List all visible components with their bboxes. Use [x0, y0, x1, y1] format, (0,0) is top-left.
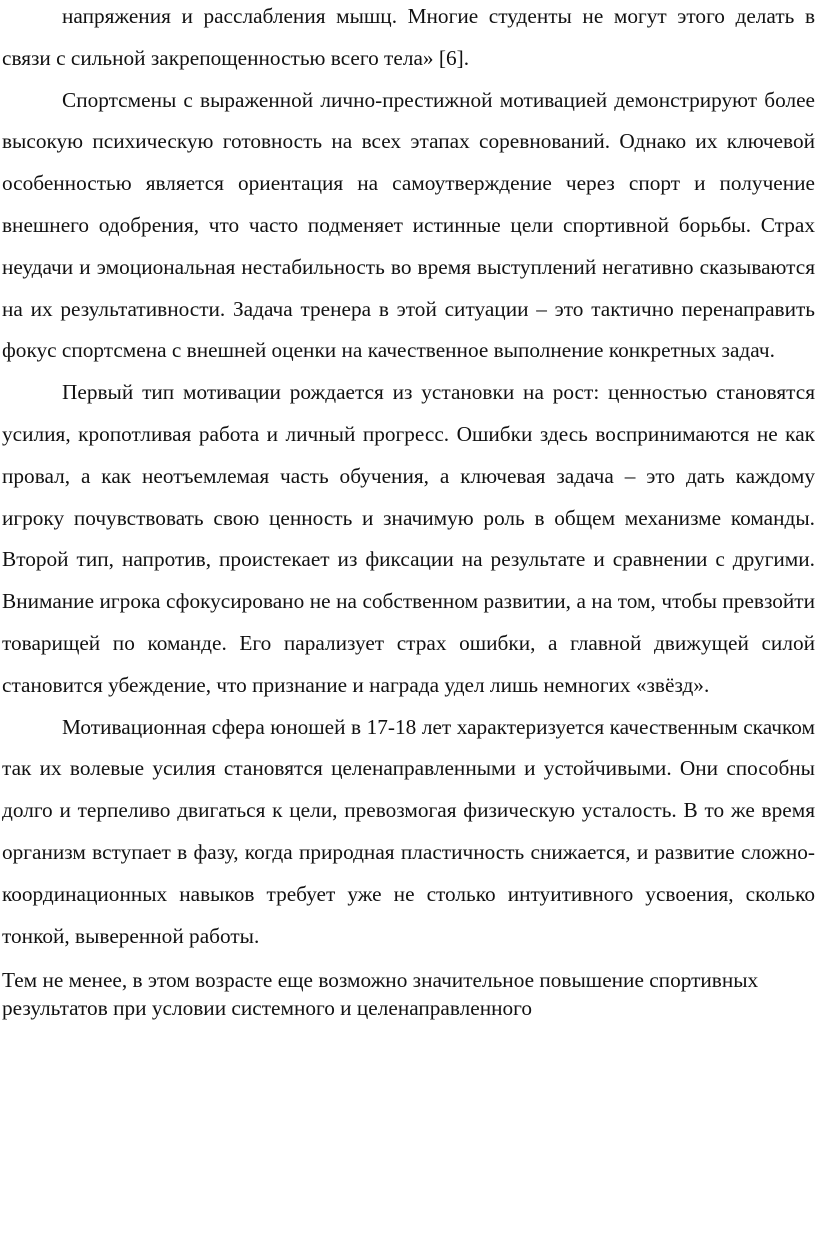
paragraph-tail: Тем не менее, в этом возрасте еще возможно значительное повышение спортивных результатов при условии системного и целенаправленного	[2, 968, 759, 1021]
paragraph-prestige-motivation: Спортсмены с выраженной лично-престижной мотивацией демонстрируют более высокую психическую готовность на всех этапах соревнований. Однако их ключевой особенностью является ориентация на самоутверждение через спорт и получение внешнего одобрения, что часто подменяет истинные цели спортивной борьбы. Страх неудачи и эмоциональная нестабильность во время выступлений негативно сказываются на их результативности. Задача тренера в этой ситуации – это тактично перенаправить фокус спортсмена с внешней оценки на качественное выполнение конкретных задач.	[2, 87, 815, 363]
paragraph-motivation-types: Первый тип мотивации рождается из установки на рост: ценностью становятся усилия, кропотливая работа и личный прогресс. Ошибки здесь воспринимаются не как провал, а как неотъемлемая часть обучения, а ключевая задача – это дать каждому игроку почувствовать свою ценность и значимую роль в общем механизме команды. Второй тип, напротив, проистекает из фиксации на результате и сравнении с другими. Внимание игрока сфокусировано не на собственном развитии, а на том, чтобы превзойти товарищей по команде. Его парализует страх ошибки, а главной движущей силой становится убеждение, что признание и награда удел лишь немногих «звёзд».	[2, 380, 815, 697]
paragraph-youth-motivation: Мотивационная сфера юношей в 17-18 лет характеризуется качественным скачком так их волевые усилия становятся целенаправленными и устойчивыми. Они способны долго и терпеливо двигаться к цели, превозмогая физическую усталость. В то же время организм вступает в фазу, когда природная пластичность снижается, и развитие сложно-координационных навыков требует уже не столько интуитивного усвоения, сколько тонкой, выверенной работы.	[2, 714, 815, 948]
paragraph-continuation: напряжения и расслабления мышц. Многие студенты не могут этого делать в связи с сильной закрепощенностью всего тела» [6].	[2, 4, 815, 70]
